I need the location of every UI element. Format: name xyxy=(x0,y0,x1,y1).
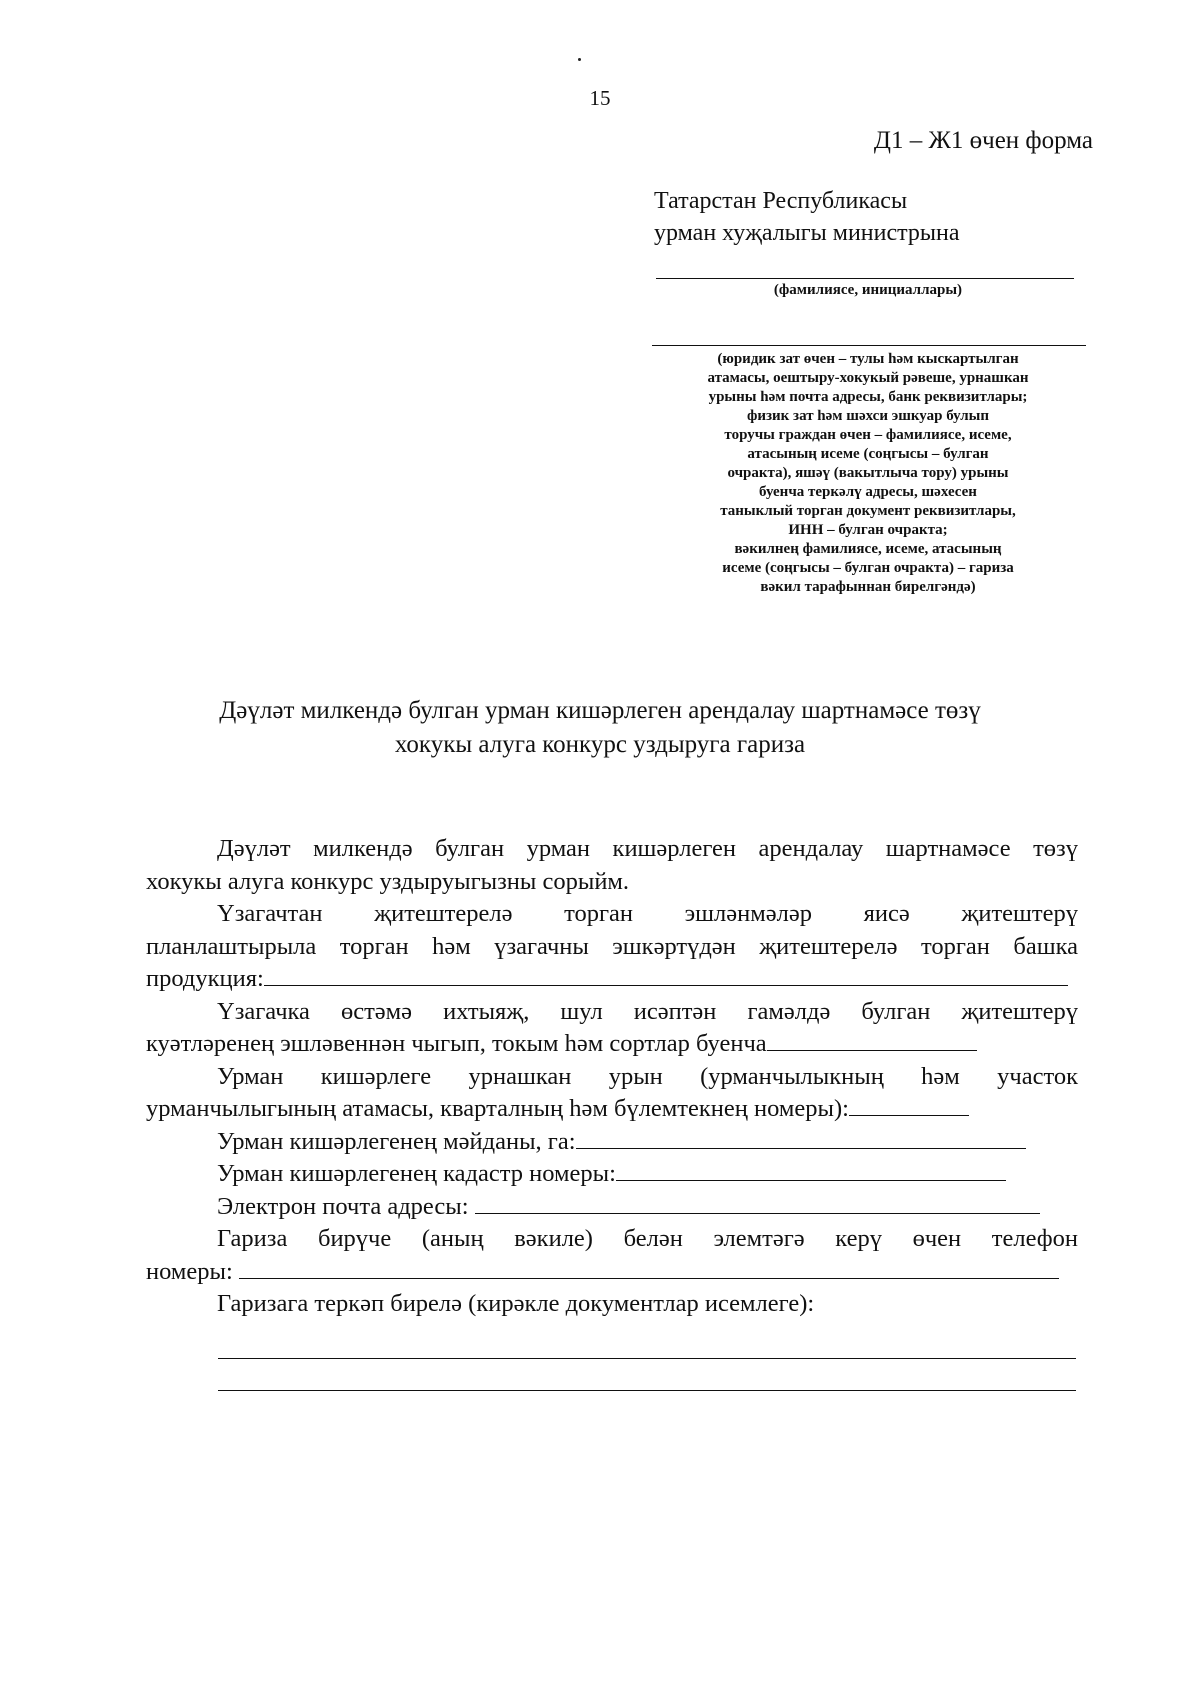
addressee-line-2: урман хуҗалыгы министрына xyxy=(654,220,960,246)
area-field[interactable] xyxy=(576,1126,1026,1149)
paragraph-location-line-1: Урман кишәрлеге урнашкан урын (урманчылыкның һәм участок xyxy=(217,1062,1078,1090)
area-label: Урман кишәрлегенең мәйданы, га: xyxy=(217,1127,576,1155)
addressee-line-1: Татарстан Республикасы xyxy=(654,188,908,214)
applicant-details-field[interactable] xyxy=(652,345,1086,346)
name-caption: (фамилиясе, инициаллары) xyxy=(773,282,963,298)
paragraph-phone-line-1: Гариза бирүче (аның вәкиле) белән элемтәгә керү өчен телефон xyxy=(217,1225,1078,1252)
form-label: Д1 – Ж1 өчен форма xyxy=(873,127,1093,154)
email-row xyxy=(146,1191,1078,1224)
cadastre-number-field[interactable] xyxy=(616,1158,1006,1181)
products-field[interactable] xyxy=(264,963,1068,986)
paragraph-demand-line-1: Үзагачка өстәмә ихтыяҗ, шул исәптән гамәлдә булган җитештерү xyxy=(217,997,1078,1025)
cadastre-row xyxy=(146,1158,1078,1191)
demand-label: куәтләренең эшләвеннән чыгып, токым һәм сортлар буенча xyxy=(146,1030,767,1057)
document-title-line-2: хокукы алуга конкурс уздыруга гариза xyxy=(394,731,806,758)
scan-dot xyxy=(578,58,581,61)
cadastre-label: Урман кишәрлегенең кадастр номеры: xyxy=(217,1160,616,1187)
application-body xyxy=(146,833,1078,1321)
phone-row xyxy=(146,1256,1078,1289)
attachments-field-2[interactable] xyxy=(218,1390,1076,1391)
applicant-details-caption: (юридик зат өчен – тулы һәм кыскартылган атамасы, оештыру-хокукый рәвеше, урнашкан урыны һәм почта адресы, банк реквизитлары; физик зат һәм шәхси эшкуар булып торучы граждан өчен – фамилиясе, исеме, атасының исеме (соңгысы – булган очракта), яшәү (вакытлыча тору) урыны буенча теркәлү адресы, шәхесен таныклый торган документ реквизитлары, ИНН – булган очракта; вәкилнең фамилиясе, исеме, атасының исеме (соңгысы – булган очракта) – гариза вәкил тарафыннан бирелгәндә) xyxy=(707,351,1029,595)
location-field[interactable] xyxy=(849,1093,969,1116)
paragraph-products-line-1: Үзагачтан җитештерелә торган эшләнмәләр яисә җитештерү xyxy=(217,900,1078,927)
document-title-line-1: Дәүләт милкендә булган урман кишәрлеген арендалау шартнамәсе төзү xyxy=(219,697,981,724)
location-label: урманчылыгының атамасы, кварталның һәм бүлемтекнең номеры): xyxy=(146,1095,849,1122)
products-row xyxy=(146,963,1078,996)
demand-field[interactable] xyxy=(767,1028,977,1051)
attachments-field-1[interactable] xyxy=(218,1358,1076,1359)
paragraph-request-line-1: Дәүләт милкендә булган урман кишәрлеген арендалау шартнамәсе төзү xyxy=(217,835,1078,862)
products-label: продукция: xyxy=(146,965,264,992)
location-row xyxy=(146,1093,1078,1126)
phone-label: номеры: xyxy=(146,1257,233,1285)
email-label: Электрон почта адресы: xyxy=(217,1192,469,1220)
demand-row xyxy=(146,1028,1078,1061)
phone-field[interactable] xyxy=(239,1256,1059,1279)
page-number: 15 xyxy=(589,86,611,110)
name-field[interactable] xyxy=(656,278,1074,279)
area-row xyxy=(146,1126,1078,1159)
email-field[interactable] xyxy=(475,1191,1040,1214)
attachments-label: Гаризага теркәп бирелә (кирәкле документлар исемлеге): xyxy=(217,1290,815,1317)
paragraph-products-line-2: планлаштырыла торган һәм үзагачны эшкәртүдән җитештерелә торган башка xyxy=(146,932,1078,960)
paragraph-request-line-2: хокукы алуга конкурс уздыруыгызны сорыйм. xyxy=(146,867,630,895)
